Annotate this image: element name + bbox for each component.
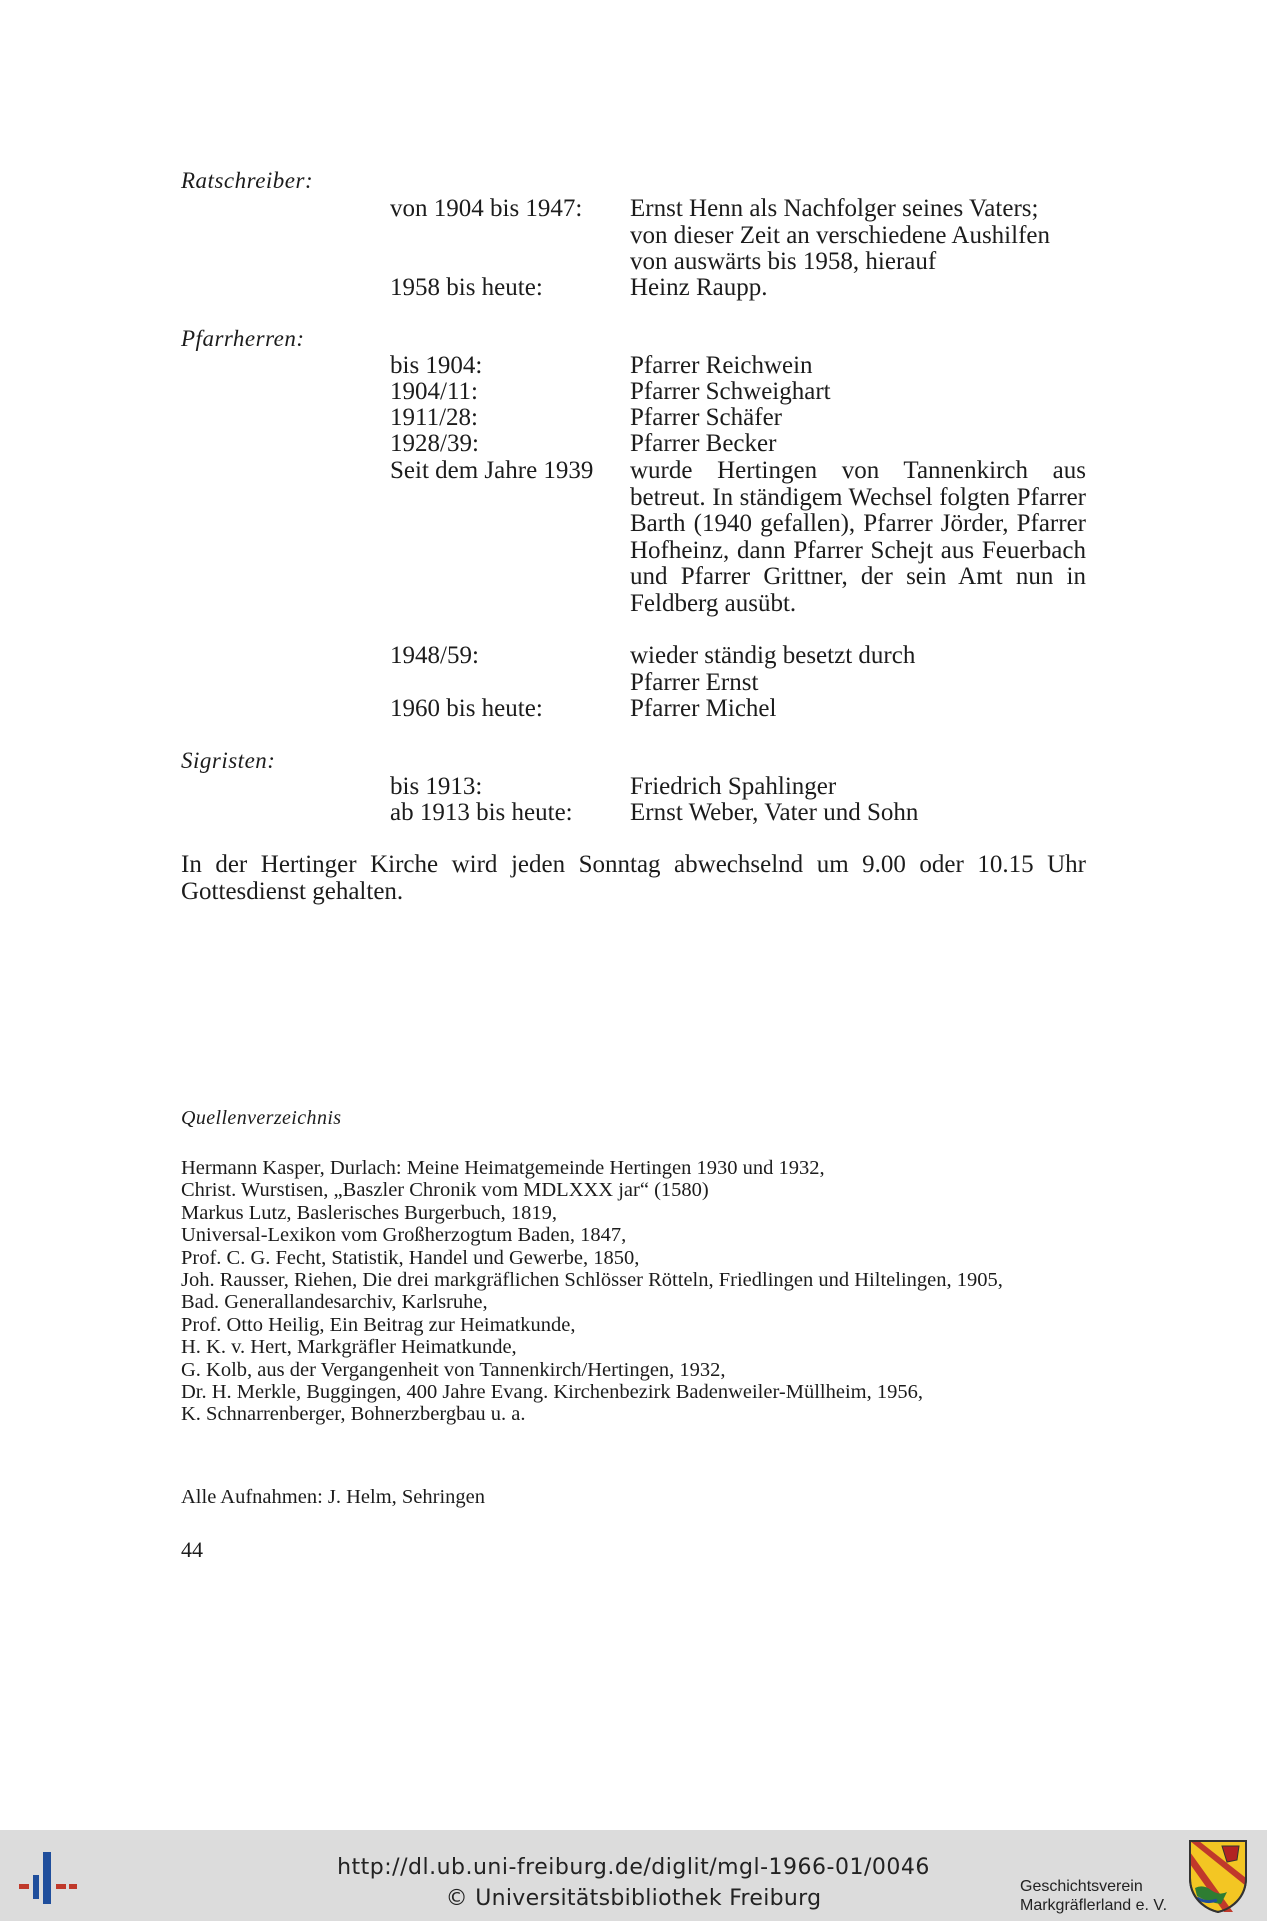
source-item: Hermann Kasper, Durlach: Meine Heimatgemeinde Hertingen 1930 und 1932,: [181, 1157, 825, 1179]
entry-period: 1948/59:: [390, 642, 479, 669]
section-label-pfarrherren: Pfarrherren:: [181, 326, 305, 351]
entry-line: wieder ständig besetzt durch: [630, 642, 916, 669]
entry-text: Friedrich Spahlinger: [630, 773, 837, 800]
coat-of-arms-icon: [1187, 1838, 1249, 1914]
source-item: Bad. Generallandesarchiv, Karlsruhe,: [181, 1291, 488, 1314]
entry-period: ab 1913 bis heute:: [390, 799, 573, 826]
source-item: Markus Lutz, Baslerisches Burgerbuch, 1819,: [181, 1201, 557, 1224]
entry-text: Ernst Weber, Vater und Sohn: [630, 799, 919, 826]
permalink-url[interactable]: http://dl.ub.uni-freiburg.de/diglit/mgl-1966-01/0046: [337, 1855, 930, 1880]
sources-list: [181, 1157, 1086, 1426]
entry-text: [630, 196, 1086, 276]
entry-text: Pfarrer Becker: [630, 430, 777, 457]
entry-text: [630, 643, 1086, 696]
society-name-line: Geschichtsverein: [1020, 1878, 1143, 1895]
entry-text: Pfarrer Schäfer: [630, 404, 782, 431]
section-label-sigristen: Sigristen:: [181, 748, 276, 773]
source-item: Universal-Lexikon vom Großherzogtum Baden, 1847,: [181, 1224, 627, 1247]
entry-text: wurde Hertingen von Tannenkirch aus betreut. In ständigem Wechsel folgten Pfarrer Barth (1940 gefallen), Pfarrer Jörder, Pfarrer Hofheinz, dann Pfarrer Schejt aus Feuerbach und Pfarrer Grittner, der sein Amt nun in Feldberg ausübt.: [630, 457, 1086, 617]
copyright-notice: © Universitätsbibliothek Freiburg: [445, 1886, 822, 1911]
society-name: [1020, 1877, 1167, 1915]
entry-line: von dieser Zeit an verschiedene Aushilfen: [630, 221, 1050, 249]
entry-line: Ernst Henn als Nachfolger seines Vaters;: [630, 195, 1039, 222]
viewer-footer: [0, 1830, 1267, 1921]
entry-period: von 1904 bis 1947:: [390, 195, 583, 222]
entry-period: 1960 bis heute:: [390, 695, 543, 722]
photo-credit: Alle Aufnahmen: J. Helm, Sehringen: [181, 1486, 486, 1508]
source-item: Dr. H. Merkle, Buggingen, 400 Jahre Evang. Kirchenbezirk Badenweiler-Müllheim, 1956,: [181, 1381, 923, 1404]
entry-period: bis 1913:: [390, 773, 483, 800]
entry-text: Pfarrer Schweighart: [630, 378, 831, 405]
entry-period: Seit dem Jahre 1939: [390, 457, 594, 484]
source-item: Prof. C. G. Fecht, Statistik, Handel und Gewerbe, 1850,: [181, 1246, 640, 1269]
page-number: 44: [181, 1537, 203, 1562]
entry-line: von auswärts bis 1958, hierauf: [630, 248, 937, 275]
source-item: Joh. Rausser, Riehen, Die drei markgräflichen Schlösser Rötteln, Friedlingen und Hiltelingen, 1905,: [181, 1269, 1003, 1292]
source-item: H. K. v. Hert, Markgräfler Heimatkunde,: [181, 1336, 517, 1359]
society-name-line: Markgräflerland e. V.: [1020, 1897, 1168, 1914]
entry-text: Pfarrer Michel: [630, 695, 777, 722]
entry-period: 1911/28:: [390, 404, 478, 431]
entry-period: 1928/39:: [390, 430, 479, 457]
entry-period: 1904/11:: [390, 378, 478, 405]
sources-heading: Quellenverzeichnis: [181, 1107, 342, 1129]
service-paragraph: In der Hertinger Kirche wird jeden Sonntag abwechselnd um 9.00 oder 10.15 Uhr Gottesdienst gehalten.: [181, 851, 1086, 905]
source-item: Prof. Otto Heilig, Ein Beitrag zur Heimatkunde,: [181, 1313, 576, 1336]
source-item: G. Kolb, aus der Vergangenheit von Tannenkirch/Hertingen, 1932,: [181, 1358, 726, 1381]
entry-period: bis 1904:: [390, 352, 483, 379]
entry-text: Pfarrer Reichwein: [630, 352, 813, 379]
section-label-ratschreiber: Ratschreiber:: [181, 168, 314, 193]
source-item: Christ. Wurstisen, „Baszler Chronik vom MDLXXX jar“ (1580): [181, 1179, 709, 1202]
entry-text: Heinz Raupp.: [630, 274, 768, 301]
entry-line: Pfarrer Ernst: [630, 668, 759, 696]
entry-period: 1958 bis heute:: [390, 274, 543, 301]
source-item: K. Schnarrenberger, Bohnerzbergbau u. a.: [181, 1403, 526, 1426]
